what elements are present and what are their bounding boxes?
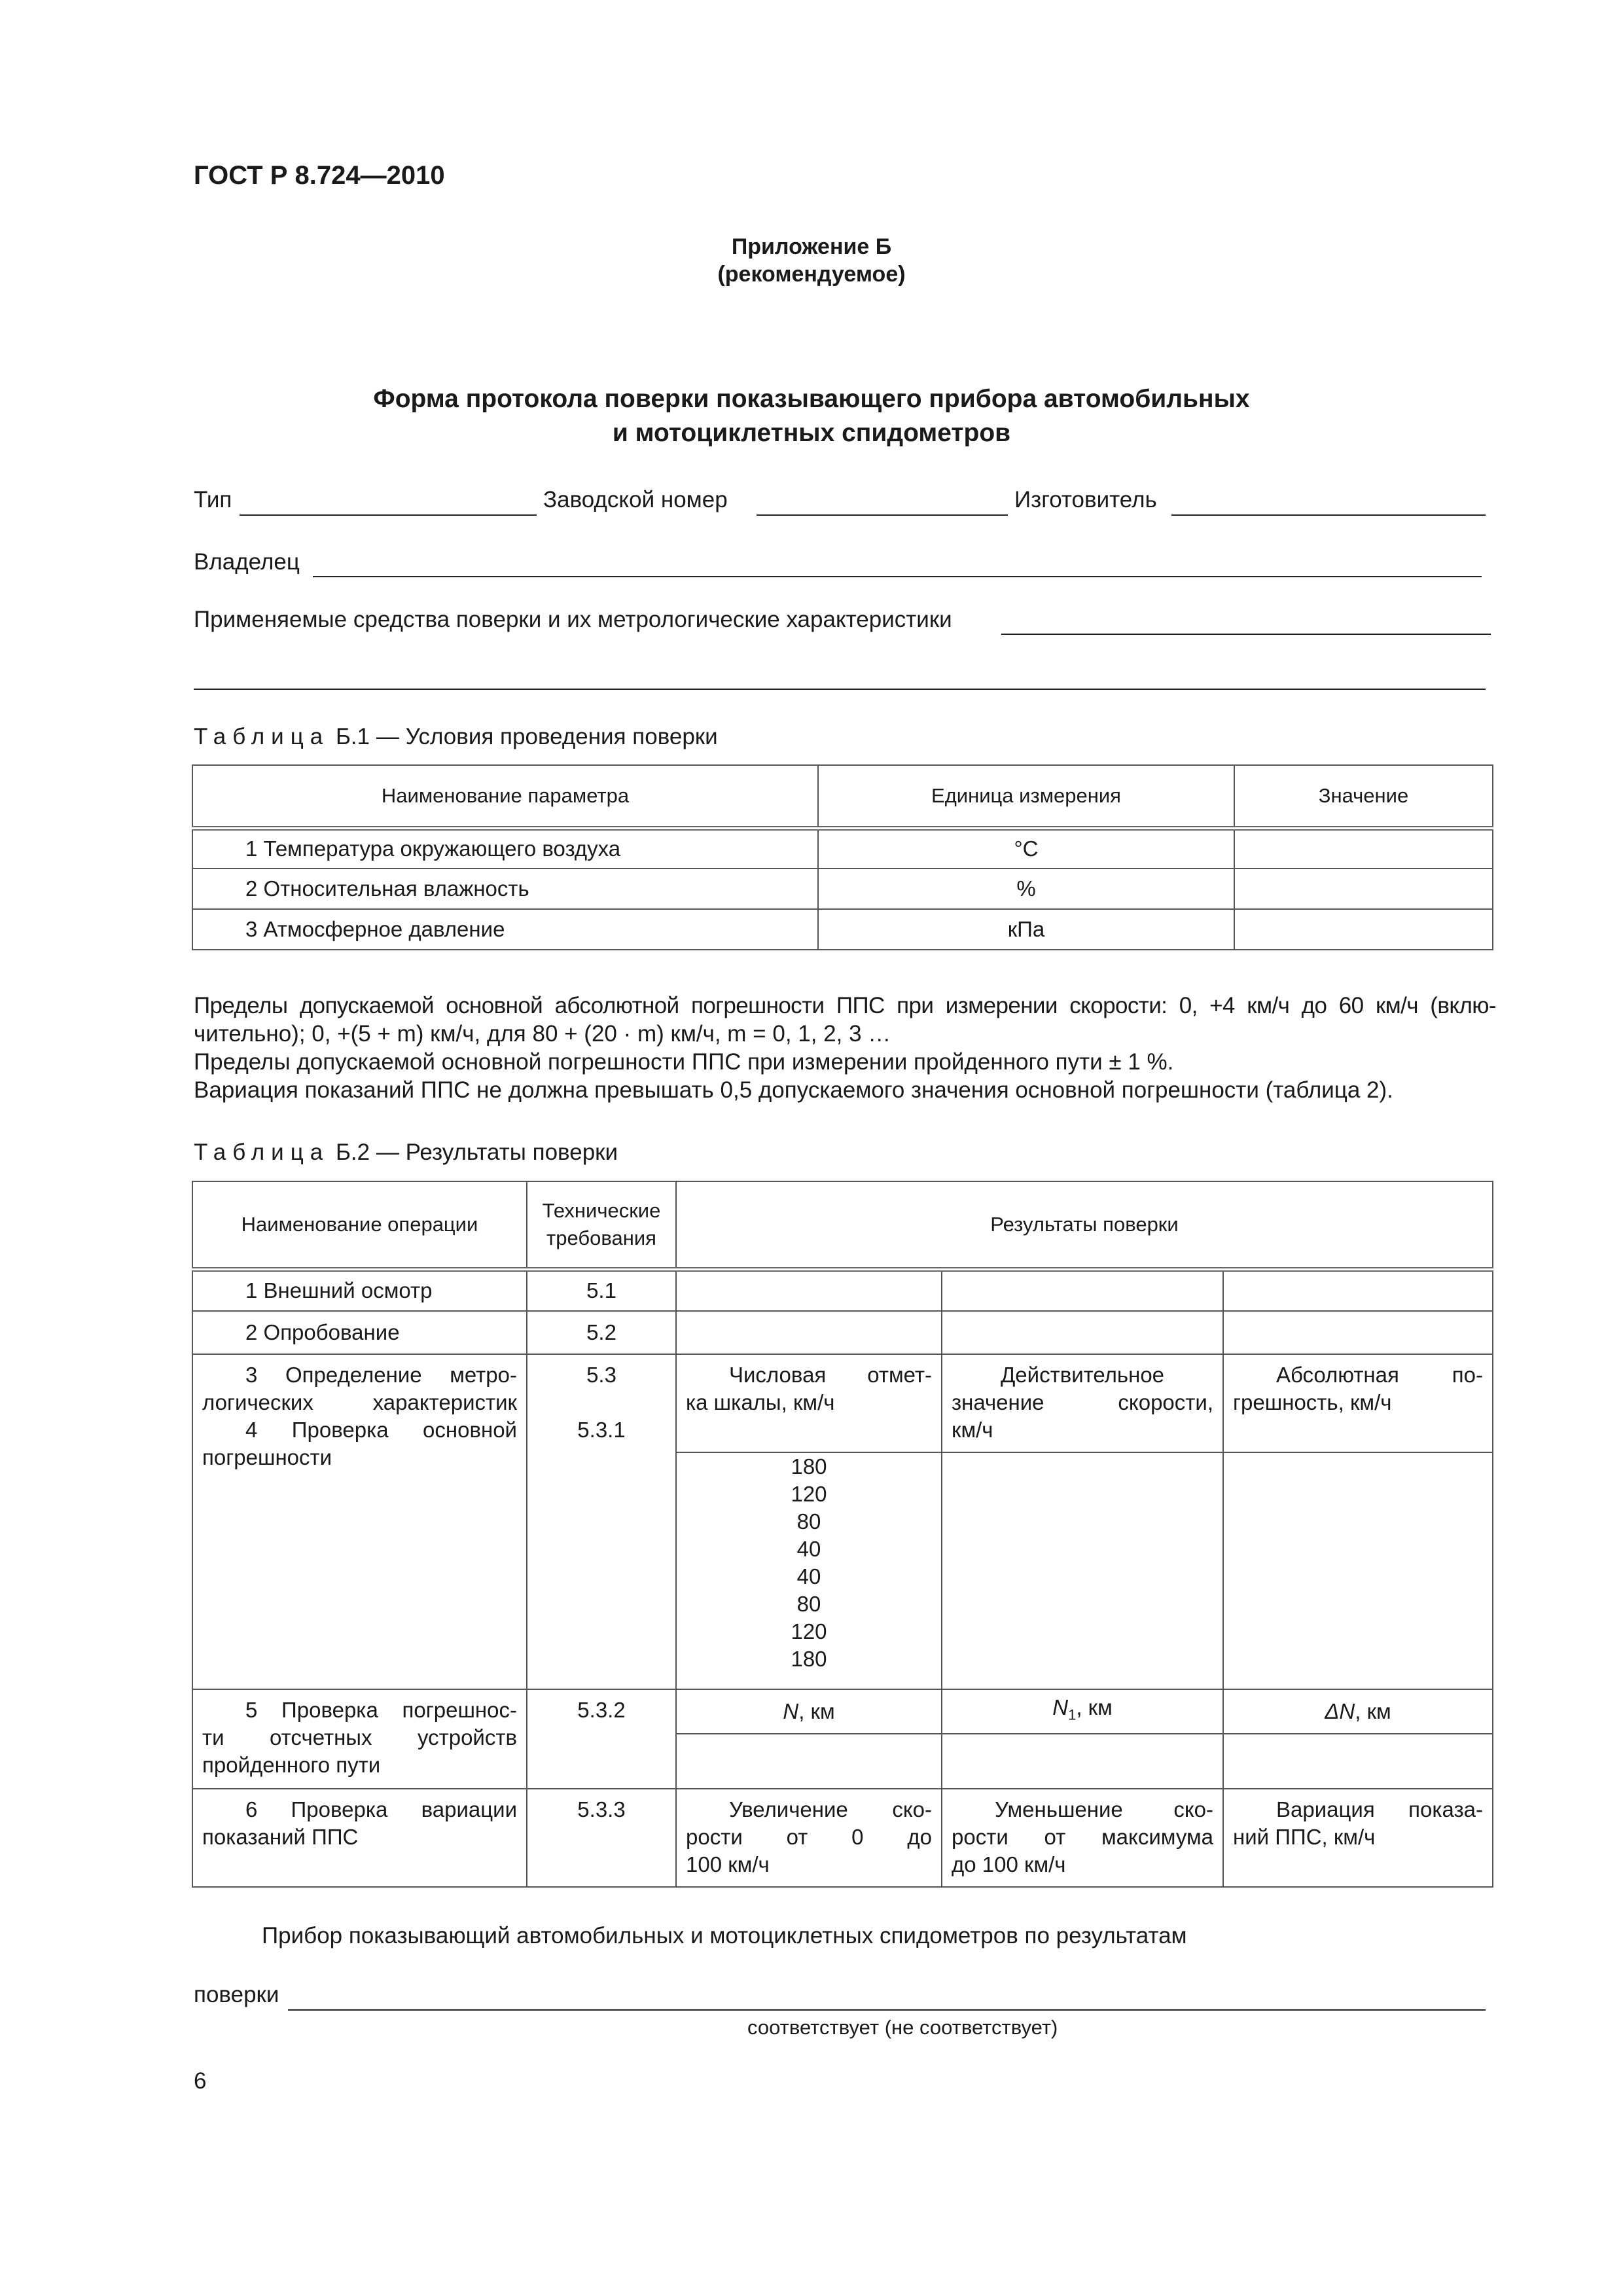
document-standard-number: ГОСТ Р 8.724—2010 xyxy=(194,161,445,190)
table2-caption xyxy=(194,1139,618,1166)
table2-cell-result[interactable] xyxy=(1223,1269,1493,1311)
table2-speed-list xyxy=(676,1452,942,1689)
table-row xyxy=(192,1311,1493,1354)
table2-cell-actual-value[interactable] xyxy=(942,1452,1223,1689)
table1-cell-name: 1 Температура окружающего воздуха xyxy=(192,828,818,869)
table1-cell-unit: кПа xyxy=(818,909,1234,950)
table2-header-tech-line1: Технические xyxy=(542,1198,661,1222)
table2-subheader-n: N, км xyxy=(676,1689,942,1734)
table2-cell-n-value[interactable] xyxy=(676,1734,942,1789)
requirements-text xyxy=(194,992,1496,1104)
table1-cell-unit: % xyxy=(818,869,1234,909)
table2-header-results: Результаты поверки xyxy=(676,1181,1493,1269)
table-row xyxy=(192,1789,1493,1887)
table2-cell-req: 5.3.2 xyxy=(527,1689,676,1789)
speed-value: 40 xyxy=(796,1537,821,1561)
table2-caption-prefix: Таблица xyxy=(194,1139,330,1165)
conclusion-result-line[interactable] xyxy=(288,2009,1486,2011)
table2-cell-req: 5.3.3 xyxy=(527,1789,676,1887)
field-serial-line[interactable] xyxy=(757,514,1008,516)
table2-subheader-decrease: Уменьшение ско- рости от максимума до 100 км/ч xyxy=(942,1789,1223,1887)
appendix-status: (рекомендуемое) xyxy=(717,262,906,287)
table2-cell-name: 6 Проверка вариации показаний ППС xyxy=(192,1789,527,1887)
requirements-line-2: чительно); 0, +(5 + m) км/ч, для 80 + (20 · m) км/ч, m = 0, 1, 2, 3 … xyxy=(194,1021,891,1047)
table-row xyxy=(192,1689,1493,1734)
table2-header-tech-line2: требования xyxy=(546,1226,656,1249)
table1-cell-value[interactable] xyxy=(1234,909,1493,950)
table2-header-operation: Наименование операции xyxy=(192,1181,527,1269)
speed-value: 120 xyxy=(791,1619,827,1643)
conclusion-note: соответствует (не соответствует) xyxy=(747,2016,1058,2039)
table-conditions xyxy=(192,764,1493,950)
table1-caption xyxy=(194,724,718,750)
table2-cell-name: 1 Внешний осмотр xyxy=(192,1269,527,1311)
speed-value: 80 xyxy=(796,1592,821,1616)
table2-cell-result[interactable] xyxy=(676,1311,942,1354)
requirements-line-1: Пределы допускаемой основной абсолютной погрешности ППС при измерении скорости: 0, +4 км/ч до 60 км/ч (вклю- xyxy=(194,993,1496,1018)
table2-cell-result[interactable] xyxy=(942,1311,1223,1354)
table-results xyxy=(192,1181,1493,1888)
field-means-line-2[interactable] xyxy=(194,689,1486,690)
table2-cell-name: 2 Опробование xyxy=(192,1311,527,1354)
conclusion-text: Прибор показывающий автомобильных и мотоциклетных спидометров по результатам xyxy=(262,1923,1187,1948)
table1-header-value: Значение xyxy=(1234,765,1493,828)
table2-cell-req: 5.1 xyxy=(527,1269,676,1311)
table1-cell-name: 3 Атмосферное давление xyxy=(192,909,818,950)
field-maker-line[interactable] xyxy=(1171,514,1486,516)
table-row xyxy=(192,828,1493,869)
table2-cell-name: 3 Определение метро- логических характеристик 4 Проверка основной погрешности xyxy=(192,1354,527,1689)
requirements-line-3: Пределы допускаемой основной погрешности ППС при измерении пройденного пути ± 1 %. xyxy=(194,1049,1174,1075)
field-means-label: Применяемые средства поверки и их метрологические характеристики xyxy=(194,607,952,632)
page-number: 6 xyxy=(194,2068,207,2094)
appendix-title: Приложение Б xyxy=(731,234,892,259)
table2-subheader-abs-error: Абсолютная по- грешность, км/ч xyxy=(1223,1354,1493,1452)
field-owner-label: Владелец xyxy=(194,549,300,575)
table2-cell-name: 5 Проверка погрешнос- ти отсчетных устройств пройденного пути xyxy=(192,1689,527,1789)
table2-subheader-scale: Числовая отмет- ка шкалы, км/ч xyxy=(676,1354,942,1452)
speed-value: 80 xyxy=(796,1509,821,1534)
table1-header-unit: Единица измерения xyxy=(818,765,1234,828)
conclusion-verification-label: поверки xyxy=(194,1982,279,2007)
table-row xyxy=(192,1354,1493,1452)
table2-subheader-variation: Вариация показа- ний ППС, км/ч xyxy=(1223,1789,1493,1887)
speed-value: 120 xyxy=(791,1482,827,1506)
field-maker-label: Изготовитель xyxy=(1014,487,1157,512)
table2-header-tech xyxy=(527,1181,676,1269)
table2-cell-delta-n-value[interactable] xyxy=(1223,1734,1493,1789)
table1-header-parameter: Наименование параметра xyxy=(192,765,818,828)
field-serial-label: Заводской номер xyxy=(543,487,728,512)
table1-cell-name: 2 Относительная влажность xyxy=(192,869,818,909)
table-row xyxy=(192,1269,1493,1311)
table2-cell-result[interactable] xyxy=(676,1269,942,1311)
table1-cell-value[interactable] xyxy=(1234,828,1493,869)
speed-value: 180 xyxy=(791,1454,827,1479)
table2-subheader-delta-n: ΔN, км xyxy=(1223,1689,1493,1734)
table2-cell-result[interactable] xyxy=(942,1269,1223,1311)
field-means-line[interactable] xyxy=(1001,634,1491,635)
table2-cell-result[interactable] xyxy=(1223,1311,1493,1354)
table2-subheader-actual: Действительное значение скорости, км/ч xyxy=(942,1354,1223,1452)
table2-cell-abs-error-value[interactable] xyxy=(1223,1452,1493,1689)
table2-cell-n1-value[interactable] xyxy=(942,1734,1223,1789)
requirements-line-4: Вариация показаний ППС не должна превышать 0,5 допускаемого значения основной погрешности (таблица 2). xyxy=(194,1077,1393,1103)
table2-cell-req: 5.2 xyxy=(527,1311,676,1354)
table2-cell-req: 5.3 5.3.1 xyxy=(527,1354,676,1689)
table1-cell-unit: °С xyxy=(818,828,1234,869)
field-type-line[interactable] xyxy=(240,514,537,516)
table1-caption-prefix: Таблица xyxy=(194,724,330,749)
speed-value: 180 xyxy=(791,1647,827,1671)
table1-cell-value[interactable] xyxy=(1234,869,1493,909)
field-type-label: Тип xyxy=(194,487,232,512)
field-owner-line[interactable] xyxy=(313,576,1482,577)
table2-caption-text: Б.2 — Результаты поверки xyxy=(329,1139,618,1165)
table1-caption-text: Б.1 — Условия проведения поверки xyxy=(329,724,718,749)
table2-subheader-increase: Увеличение ско- рости от 0 до 100 км/ч xyxy=(676,1789,942,1887)
form-title-line1: Форма протокола поверки показывающего прибора автомобильных xyxy=(373,385,1250,413)
form-title-line2: и мотоциклетных спидометров xyxy=(612,419,1011,447)
table2-subheader-n1: $N_1$, км xyxy=(942,1689,1223,1734)
table-row xyxy=(192,869,1493,909)
table-row xyxy=(192,909,1493,950)
speed-value: 40 xyxy=(796,1564,821,1588)
